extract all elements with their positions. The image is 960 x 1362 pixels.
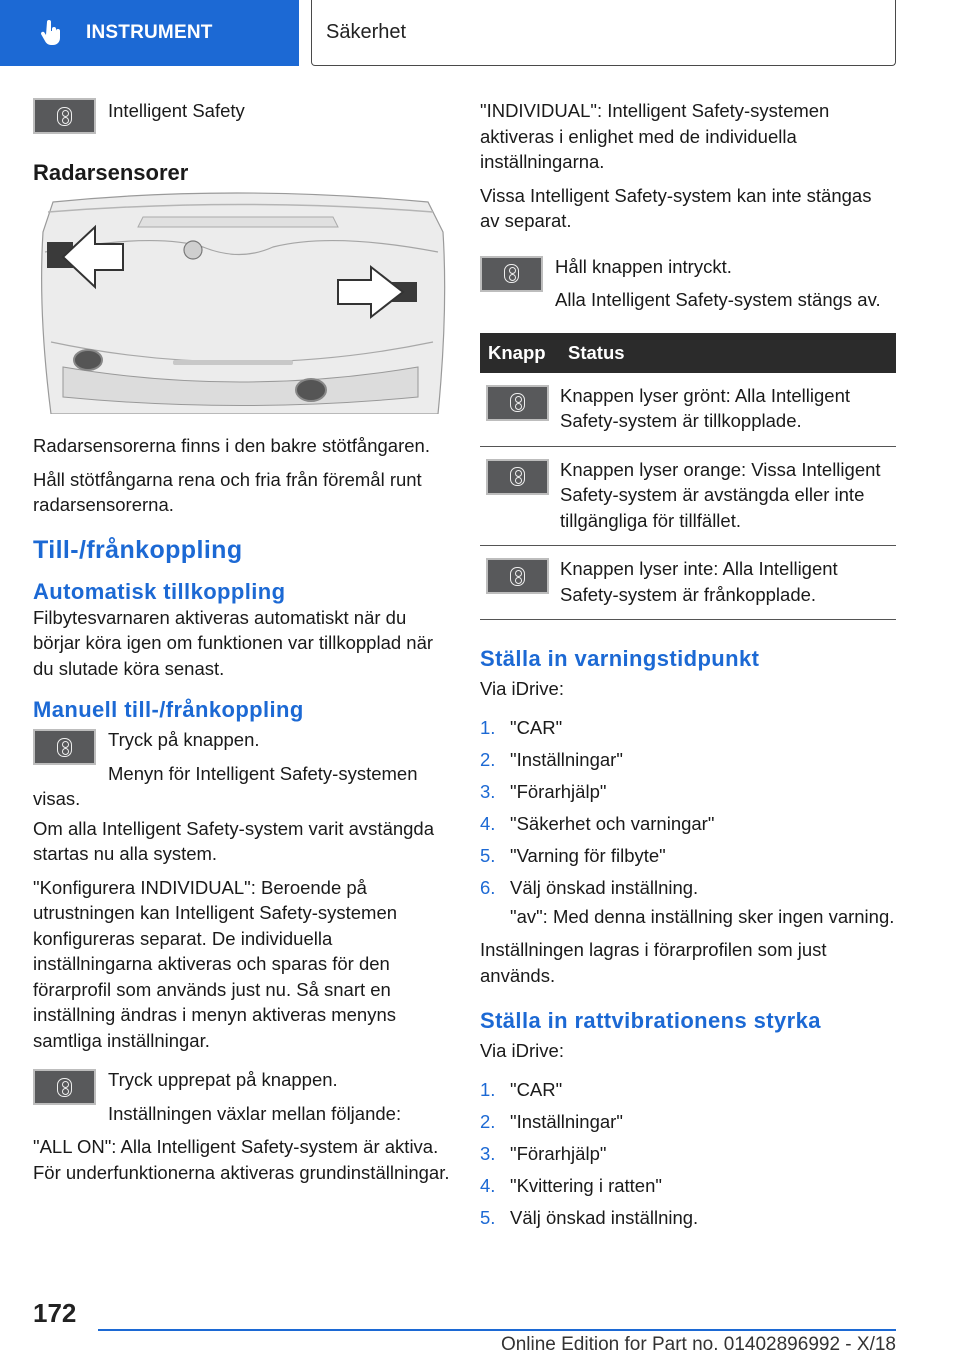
button-orange-icon — [486, 459, 549, 495]
steps-warning — [480, 712, 896, 904]
status-table — [480, 333, 896, 621]
edition-text: Online Edition for Part no. 01402896992 - X/18 — [500, 1334, 896, 1355]
heading-warning-time: Ställa in varningstidpunkt — [480, 646, 760, 671]
press-repeat-text: Tryck upprepat på knappen. — [108, 1069, 338, 1090]
saved-text: Inställningen lagras i förarprofilen som just används. — [480, 939, 827, 986]
chapter-label: Säkerhet — [326, 21, 407, 43]
icon-label: Intelligent Safety — [108, 100, 245, 121]
button-off-icon — [486, 558, 549, 594]
press-button-row — [33, 727, 451, 816]
radar-text-2: Håll stötfångarna rena och fria från föremål runt radarsensorerna. — [33, 468, 422, 515]
hold-result-text: Alla Intelligent Safety-system stängs av. — [555, 289, 881, 310]
via-idrive-1: Via iDrive: — [480, 678, 564, 699]
individual-text: "INDIVIDUAL": Intelligent Safety-systemen aktiveras i enlighet med de individuella inställningarna. — [480, 100, 830, 172]
steps-vibration — [480, 1074, 896, 1234]
list-item: 2. "Inställningar" — [480, 748, 623, 770]
section-title: INSTRUMENT — [86, 22, 213, 43]
press-text: Tryck på knappen. — [108, 729, 260, 750]
chapter-title — [311, 0, 896, 66]
hand-pointer-icon — [40, 20, 62, 46]
heading-automatic: Automatisk tillkoppling — [33, 578, 286, 604]
intelligent-safety-row — [33, 98, 451, 134]
all-off-text: Om alla Intelligent Safety-system varit avstängda startas nu alla system. — [33, 817, 435, 864]
page-number: 172 — [33, 1298, 77, 1328]
switch-text: Inställningen växlar mellan följande: — [108, 1102, 402, 1124]
list-item: 2. "Inställningar" — [480, 1110, 623, 1132]
right-column — [480, 98, 896, 1234]
all-on-text: "ALL ON": Alla Intelligent Safety-system är aktiva. För underfunktionerna aktiveras grundinställningar. — [33, 1136, 450, 1183]
hold-button-row — [480, 254, 896, 321]
heading-vibration: Ställa in rattvibrationens styrka — [480, 1008, 821, 1033]
list-item: 3. "Förarhjälp" — [480, 780, 607, 802]
list-item: 3. "Förarhjälp" — [480, 1142, 607, 1164]
col-button-header: Knapp — [480, 333, 560, 373]
intelligent-safety-button-icon — [480, 256, 543, 292]
via-idrive-2: Via iDrive: — [480, 1040, 564, 1061]
list-item: 4. "Kvittering i ratten" — [480, 1174, 662, 1196]
table-header-row — [480, 333, 896, 373]
list-item: 1. "CAR" — [480, 716, 563, 738]
button-green-icon — [486, 385, 549, 421]
col-status-header: Status — [560, 333, 896, 373]
list-item: 5. "Varning för filbyte" — [480, 844, 666, 866]
hold-text: Håll knappen intryckt. — [555, 255, 732, 277]
some-systems-text: Vissa Intelligent Safety-system kan inte stängas av separat. — [480, 184, 872, 231]
intelligent-safety-button-icon — [33, 98, 96, 134]
list-item: 6. Välj önskad inställning. — [480, 876, 699, 898]
av-note: "av": Med denna inställning sker ingen varning. — [510, 905, 895, 927]
left-column — [33, 98, 451, 1193]
list-item: 1. "CAR" — [480, 1078, 563, 1100]
footer-divider — [98, 1329, 896, 1331]
automatic-text: Filbytesvarnaren aktiveras automatiskt när du börjar köra igen om funktionen var tillkopplad när du slutade köra senast. — [33, 606, 434, 679]
status-cell: Knappen lyser grönt: Alla Intelligent Safety-system är tillkopplade. — [560, 373, 896, 447]
heading-toggle: Till-/frånkoppling — [33, 535, 243, 564]
press-repeat-row — [33, 1067, 451, 1134]
list-item: 5. Välj önskad inställning. — [480, 1206, 699, 1228]
menu-text: Menyn för Intelligent Safety-systemen visas. — [33, 762, 418, 809]
table-row — [480, 546, 896, 620]
radar-text-1: Radarsensorerna finns i den bakre stötfångaren. — [33, 435, 430, 456]
intelligent-safety-button-icon — [33, 729, 96, 765]
status-cell: Knappen lyser inte: Alla Intelligent Safety-system är frånkopplade. — [560, 546, 896, 620]
car-rear-image — [33, 192, 448, 414]
table-row — [480, 446, 896, 546]
list-item: 4. "Säkerhet och varningar" — [480, 812, 715, 834]
heading-radar: Radarsensorer — [33, 160, 189, 185]
status-cell: Knappen lyser orange: Vissa Intelligent Safety-system är avstängda eller inte tillgängliga för tillfället. — [560, 446, 896, 546]
config-text: "Konfigurera INDIVIDUAL": Beroende på utrustningen kan Intelligent Safety-systemen konfigureras separat. De individuella inställningarna aktiveras och sparas för den förarprofil som används just nu. Så snart en inställning ändras i menyn aktiveras menyns samtliga inställningar. — [33, 876, 398, 1051]
section-tab[interactable] — [0, 0, 299, 66]
heading-manual: Manuell till-/frånkoppling — [33, 697, 304, 722]
intelligent-safety-button-icon — [33, 1069, 96, 1105]
table-row — [480, 373, 896, 447]
